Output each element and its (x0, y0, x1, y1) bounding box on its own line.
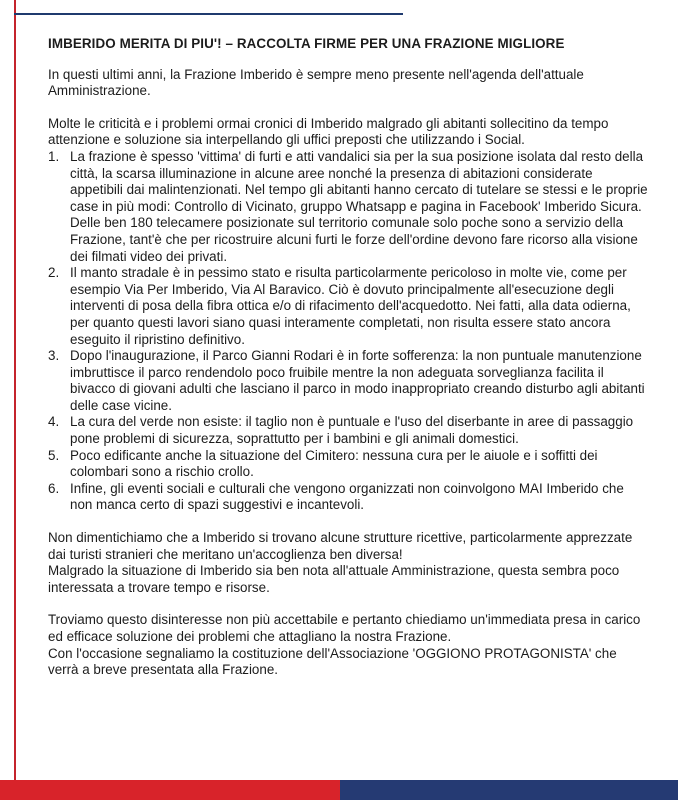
list-item-text: Dopo l'inaugurazione, il Parco Gianni Rodari è in forte sofferenza: la non puntuale manutenzione imbruttisce il parco rendendolo poco fruibile mentre la non adeguata sorveglianza facilita il bivacco di giovani adulti che lasciano il parco in modo inappropriato creando disturbo agli abitanti delle case vicine. (70, 348, 645, 413)
list-item (48, 414, 648, 447)
list-item-number: 2. (48, 265, 60, 281)
association-paragraph: Con l'occasione segnaliamo la costituzione dell'Associazione 'OGGIONO PROTAGONISTA' che verrà a breve presentata alla Frazione. (48, 645, 617, 678)
list-item (48, 448, 648, 481)
list-item (48, 149, 648, 265)
list-item-text: Infine, gli eventi sociali e culturali che vengono organizzati non coinvolgono MAI Imberido che non manca certo di spazi suggestivi e incantevoli. (70, 480, 624, 513)
frame-left-line (14, 0, 16, 782)
list-item-number: 1. (48, 148, 60, 164)
footer-stripe-red (0, 780, 340, 800)
frame-top-line (14, 13, 403, 15)
list-item-text: Poco edificante anche la situazione del Cimitero: nessuna cura per le aiuole e i soffitti dei colombari sono a rischio crollo. (70, 447, 598, 480)
list-item-number: 4. (48, 414, 60, 430)
document-title: IMBERIDO MERITA DI PIU'! – RACCOLTA FIRME PER UNA FRAZIONE MIGLIORE (48, 36, 565, 51)
list-item (48, 265, 648, 348)
issues-list (48, 149, 648, 514)
problems-intro-paragraph: Molte le criticità e i problemi ormai cronici di Imberido malgrado gli abitanti sollecitino da tempo attenzione e soluzione sia interpellando gli uffici preposti che utilizzando i Social. (48, 115, 609, 148)
tourism-paragraph: Non dimentichiamo che a Imberido si trovano alcune strutture ricettive, particolarmente apprezzate dai turisti stranieri che meritano un'accoglienza ben diversa! (48, 530, 633, 562)
administration-paragraph: Malgrado la situazione di Imberido sia ben nota all'attuale Amministrazione, questa sembra poco interessata a trovare tempo e risorse. (48, 563, 620, 595)
list-item-text: La cura del verde non esiste: il taglio non è puntuale e l'uso del diserbante in aree di passaggio pone problemi di sicurezza, soprattutto per i bambini e gli animali domestici. (70, 414, 634, 447)
request-paragraph: Troviamo questo disinteresse non più accettabile e pertanto chiediamo un'immediata presa in carico ed efficace soluzione dei problemi che attagliano la nostra Frazione. (48, 612, 641, 644)
list-item-text: La frazione è spesso 'vittima' di furti e atti vandalici sia per la sua posizione isolata dal resto della città, la scarsa illuminazione in alcune aree nonché la presenza di abitazioni considerate appetibili dai malintenzionati. Nel tempo gli abitanti hanno cercato di tutelare se stessi e le proprie case in più modi: Controllo di Vicinato, gruppo Whatsapp e pagina in Facebook' Imberido Sicura. Delle ben 180 telecamere posizionate sul territorio comunale solo poche sono a servizio della Frazione, tant'è che per ricostruire alcuni furti le forze dell'ordine devono fare ricorso alla visione dei filmati video dei privati. (70, 148, 648, 264)
footer-stripe-blue (340, 780, 678, 800)
list-item-number: 5. (48, 447, 60, 463)
intro-paragraph: In questi ultimi anni, la Frazione Imberido è sempre meno presente nell'agenda dell'attuale Amministrazione. (48, 66, 584, 99)
list-item-text: Il manto stradale è in pessimo stato e risulta particolarmente pericoloso in molte vie, come per esempio Via Per Imberido, Via Al Baravico. Ciò è dovuto principalmente all'esecuzione degli interventi di posa della fibra ottica e/o di rifacimento dell'acquedotto. Nei fatti, alla data odierna, per quanto questi lavori siano quasi interamente completati, non risulta essere stato ancora eseguito il ripristino definitivo. (70, 265, 631, 347)
list-item-number: 6. (48, 480, 60, 496)
list-item (48, 481, 648, 514)
list-item (48, 348, 648, 414)
list-item-number: 3. (48, 348, 60, 364)
document-body (48, 36, 648, 679)
